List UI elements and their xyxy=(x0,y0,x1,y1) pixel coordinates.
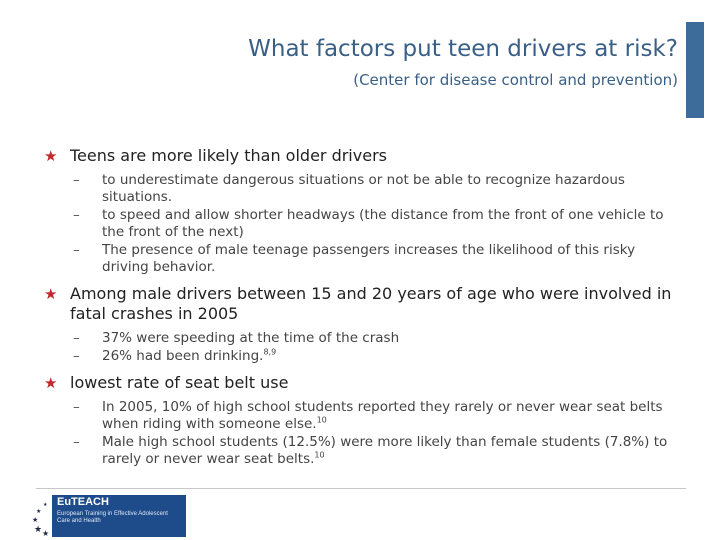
sub-text: In 2005, 10% of high school students reported they rarely or never wear seat belts when riding with someone else. xyxy=(102,399,663,432)
svg-text:★: ★ xyxy=(43,502,48,508)
bullet-text: Teens are more likely than older drivers xyxy=(70,146,387,165)
star-bullet-icon: ★ xyxy=(44,374,58,392)
star-bullet-icon: ★ xyxy=(44,285,58,303)
bullet-item xyxy=(44,373,684,393)
sub-text: Male high school students (12.5%) were more likely than female students (7.8%) to rarely or never wear seat belts. xyxy=(102,434,668,467)
sub-item xyxy=(44,330,684,347)
logo-name: EuTEACH xyxy=(57,496,109,508)
dash-icon: – xyxy=(73,172,80,188)
sub-text: to underestimate dangerous situations or not be able to recognize hazardous situations. xyxy=(102,172,625,205)
dash-icon: – xyxy=(73,399,80,415)
bullet-text: Among male drivers between 15 and 20 years of age who were involved in fatal crashes in 2005 xyxy=(70,284,672,323)
dash-icon: – xyxy=(73,348,80,364)
sub-item xyxy=(44,399,684,433)
sub-list xyxy=(44,330,684,365)
sub-item xyxy=(44,242,684,276)
bullet-text: lowest rate of seat belt use xyxy=(70,373,289,392)
footer-divider xyxy=(36,488,686,489)
sub-item xyxy=(44,434,684,468)
dash-icon: – xyxy=(73,207,80,223)
logo-tagline: Care and Health xyxy=(57,518,101,524)
sub-text: to speed and allow shorter headways (the distance from the front of one vehicle to the front of the next) xyxy=(102,207,664,240)
citation: 10 xyxy=(314,450,325,460)
sub-list xyxy=(44,399,684,468)
sub-item xyxy=(44,348,684,365)
sub-text: The presence of male teenage passengers increases the likelihood of this risky driving behavior. xyxy=(102,242,636,275)
sub-item xyxy=(44,207,684,241)
eutach-logo xyxy=(30,492,190,538)
bullet-item xyxy=(44,284,684,324)
sub-text: 26% had been drinking. xyxy=(102,348,264,364)
sub-text: 37% were speeding at the time of the crash xyxy=(102,330,400,346)
logo-tagline: European Training in Effective Adolescent xyxy=(57,511,168,517)
accent-bar xyxy=(686,22,704,118)
star-bullet-icon: ★ xyxy=(44,147,58,165)
slide-title: What factors put teen drivers at risk? xyxy=(248,36,678,62)
svg-text:★: ★ xyxy=(42,529,50,538)
bullet-item xyxy=(44,146,684,166)
dash-icon: – xyxy=(73,330,80,346)
svg-text:★: ★ xyxy=(34,525,43,535)
citation: 8,9 xyxy=(263,347,277,357)
svg-text:★: ★ xyxy=(36,508,42,515)
citation: 10 xyxy=(316,415,327,425)
dash-icon: – xyxy=(73,242,80,258)
dash-icon: – xyxy=(73,434,80,450)
sub-item xyxy=(44,172,684,206)
bullet-list xyxy=(44,146,684,476)
svg-text:★: ★ xyxy=(32,516,39,524)
slide-subtitle: (Center for disease control and prevention) xyxy=(353,71,678,89)
sub-list xyxy=(44,172,684,276)
